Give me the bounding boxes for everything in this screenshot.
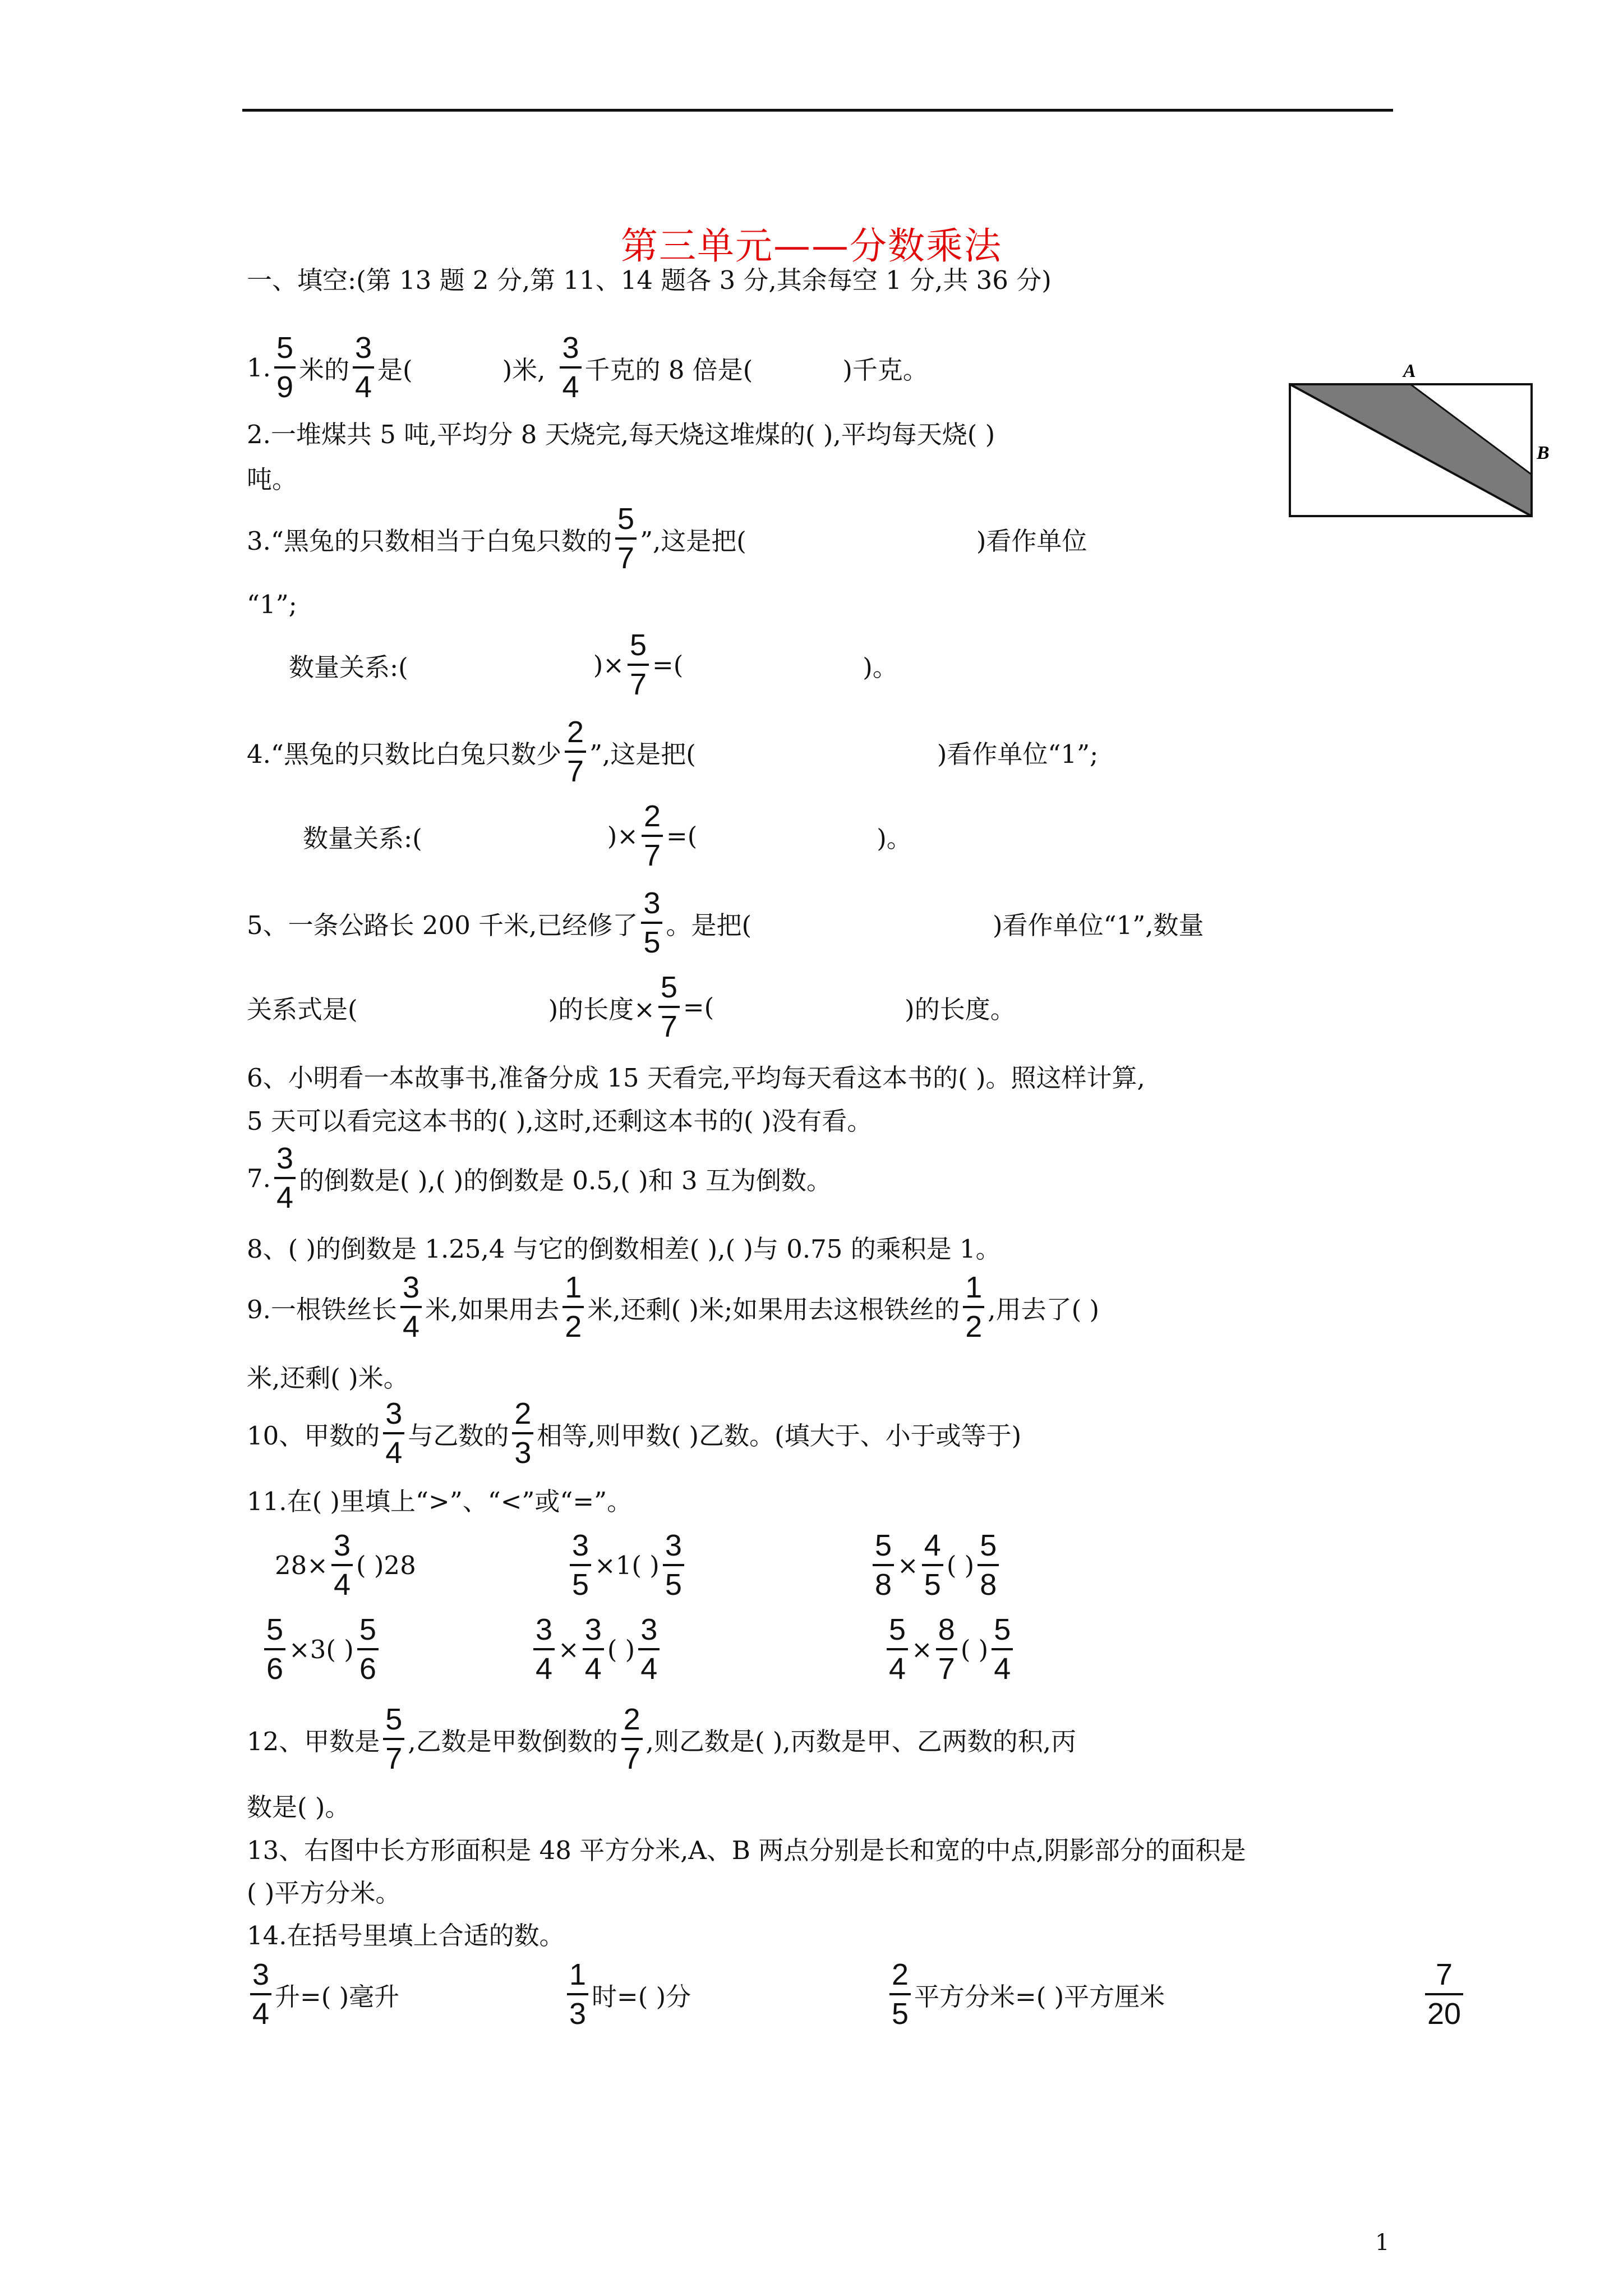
fraction: $\frac{5}{4}$ (992, 1614, 1013, 1684)
fraction: $\frac{2}{7}$ (621, 1704, 643, 1774)
fraction: $\frac{5}{8}$ (978, 1530, 999, 1600)
question-6-line2: 5 天可以看完这本书的( ),这时,还剩这本书的( )没有看。 (247, 1106, 873, 1136)
fraction: $\frac{1}{3}$ (567, 1959, 588, 2029)
question-11-a: 28× $\frac{3}{4}$ ( )28 (275, 1529, 416, 1602)
fraction: $\frac{3}{4}$ (533, 1614, 555, 1684)
question-11-e: $\frac{3}{4}$ × $\frac{3}{4}$ ( ) $\frac{3}{4}$ (530, 1607, 663, 1691)
fraction: $\frac{2}{7}$ (642, 801, 663, 871)
question-14-d (1422, 1952, 1467, 2036)
fraction: $\frac{5}{7}$ (383, 1704, 404, 1774)
rectangle-figure (1284, 359, 1548, 527)
fraction: $\frac{3}{4}$ (400, 1272, 422, 1342)
fraction: $\frac{2}{7}$ (565, 717, 586, 786)
question-5-line2: 关系式是( )的长度× $\frac{5}{7}$ =( )的长度。 (247, 970, 1016, 1043)
question-3-relation: 数量关系:( )× $\frac{5}{7}$ =( )。 (289, 628, 898, 701)
question-9: 9.一根铁丝长 $\frac{3}{4}$ 米,如果用去 $\frac{1}{2}$ 米,还剩( )米;如果用去这根铁丝的 $\frac{1}{2}$ ,用去了( ) (247, 1271, 1100, 1343)
question-11-c: $\frac{5}{8}$ × $\frac{4}{5}$ ( ) $\frac{5}{8}$ (869, 1523, 1002, 1607)
question-6-line1: 6、小明看一本故事书,准备分成 15 天看完,平均每天看这本书的( )。照这样计算, (247, 1062, 1145, 1093)
question-4-relation: 数量关系:( )× $\frac{2}{7}$ =( )。 (303, 799, 912, 872)
fraction: $\frac{3}{4}$ (274, 1143, 296, 1213)
fraction: $\frac{8}{7}$ (936, 1614, 957, 1684)
fraction: $\frac{3}{5}$ (641, 888, 662, 958)
fraction: $\frac{3}{5}$ (663, 1530, 684, 1600)
question-11-b: $\frac{3}{5}$ ×1( ) $\frac{3}{5}$ (566, 1523, 688, 1607)
fraction: $\frac{5}{8}$ (873, 1530, 894, 1600)
question-3-line2: “1”; (247, 589, 297, 619)
fraction: $\frac{3}{4}$ (638, 1614, 660, 1684)
question-13-line2: ( )平方分米。 (247, 1878, 401, 1908)
question-7: 7. $\frac{3}{4}$ 的倒数是( ),( )的倒数是 0.5,( )和 3 互为倒数。 (247, 1142, 832, 1214)
question-5: 5、一条公路长 200 千米,已经修了 $\frac{3}{5}$ 。是把( )看作单位“1”,数量 (247, 886, 1204, 959)
point-a-label: A (1403, 361, 1416, 381)
fraction: $\frac{5}{6}$ (357, 1614, 379, 1684)
question-11-d: $\frac{5}{6}$ ×3( ) $\frac{5}{6}$ (261, 1607, 382, 1691)
question-3: 3.“黑兔的只数相当于白兔只数的 $\frac{5}{7}$ ”,这是把( )看作单位 (247, 502, 1087, 575)
question-12-line2: 数是( )。 (247, 1792, 351, 1822)
fraction: $\frac{3}{4}$ (560, 333, 581, 402)
fraction: $\frac{3}{4}$ (250, 1959, 271, 2029)
question-4: 4.“黑兔的只数比白兔只数少 $\frac{2}{7}$ ”,这是把( )看作单位“1”; (247, 715, 1099, 788)
question-14-c: $\frac{2}{5}$ 平方分米=( )平方厘米 (886, 1952, 1165, 2036)
question-2-line2: 吨。 (247, 464, 298, 494)
question-2-line1: 2.一堆煤共 5 吨,平均分 8 天烧完,每天烧这堆煤的( ),平均每天烧( ) (247, 419, 995, 449)
fraction: $\frac{3}{5}$ (570, 1530, 591, 1600)
header-rule (242, 109, 1393, 112)
question-10: 10、甲数的 $\frac{3}{4}$ 与乙数的 $\frac{2}{3}$ 相等,则甲数( )乙数。(填大于、小于或等于) (247, 1397, 1022, 1470)
question-14-intro: 14.在括号里填上合适的数。 (247, 1920, 565, 1950)
fraction: $\frac{5}{9}$ (274, 333, 296, 402)
fraction: $\frac{5}{4}$ (887, 1614, 908, 1684)
section-header: 一、填空:(第 13 题 2 分,第 11、14 题各 3 分,其余每空 1 分,共 36 分) (247, 265, 1052, 295)
question-12: 12、甲数是 $\frac{5}{7}$ ,乙数是甲数倒数的 $\frac{2}{7}$ ,则乙数是( ),丙数是甲、乙两数的积,丙 (247, 1703, 1077, 1775)
fraction: $\frac{3}{4}$ (353, 333, 374, 402)
question-8: 8、( )的倒数是 1.25,4 与它的倒数相差( ),( )与 0.75 的乘积是 1。 (247, 1234, 1001, 1264)
fraction: $\frac{2}{3}$ (512, 1398, 533, 1468)
fraction: $\frac{1}{2}$ (562, 1272, 584, 1342)
fraction: $\frac{5}{7}$ (628, 630, 649, 700)
question-9-line2: 米,还剩( )米。 (247, 1363, 409, 1393)
fraction: $\frac{5}{7}$ (615, 504, 637, 573)
fraction: $\frac{3}{4}$ (331, 1530, 353, 1600)
fraction: $\frac{3}{4}$ (383, 1398, 404, 1468)
question-14-b: $\frac{1}{3}$ 时=( )分 (564, 1952, 691, 2036)
question-11-intro: 11.在( )里填上“>”、“<”或“=”。 (247, 1486, 633, 1516)
question-1: 1. $\frac{5}{9}$ 米的 $\frac{3}{4}$ 是( )米, $\frac{3}{4}$ 千克的 8 倍是( )千克。 (247, 331, 928, 404)
question-14-a: $\frac{3}{4}$ 升=( )毫升 (247, 1952, 399, 2036)
fraction: $\frac{3}{4}$ (583, 1614, 604, 1684)
fraction: $\frac{5}{7}$ (658, 972, 680, 1042)
page-title: 第三单元——分数乘法 (621, 224, 1002, 268)
page-number: 1 (1375, 2230, 1390, 2256)
fraction: $\frac{4}{5}$ (922, 1530, 943, 1600)
fraction: $\frac{2}{5}$ (889, 1959, 911, 2029)
question-11-f: $\frac{5}{4}$ × $\frac{8}{7}$ ( ) $\frac{5}{4}$ (883, 1607, 1016, 1691)
fraction: $\frac{7}{20}$ (1425, 1959, 1463, 2029)
point-b-label: B (1537, 443, 1550, 463)
fraction: $\frac{1}{2}$ (963, 1272, 984, 1342)
fraction: $\frac{5}{6}$ (264, 1614, 285, 1684)
question-13-line1: 13、右图中长方形面积是 48 平方分米,A、B 两点分别是长和宽的中点,阴影部分的面积是 (247, 1835, 1246, 1865)
